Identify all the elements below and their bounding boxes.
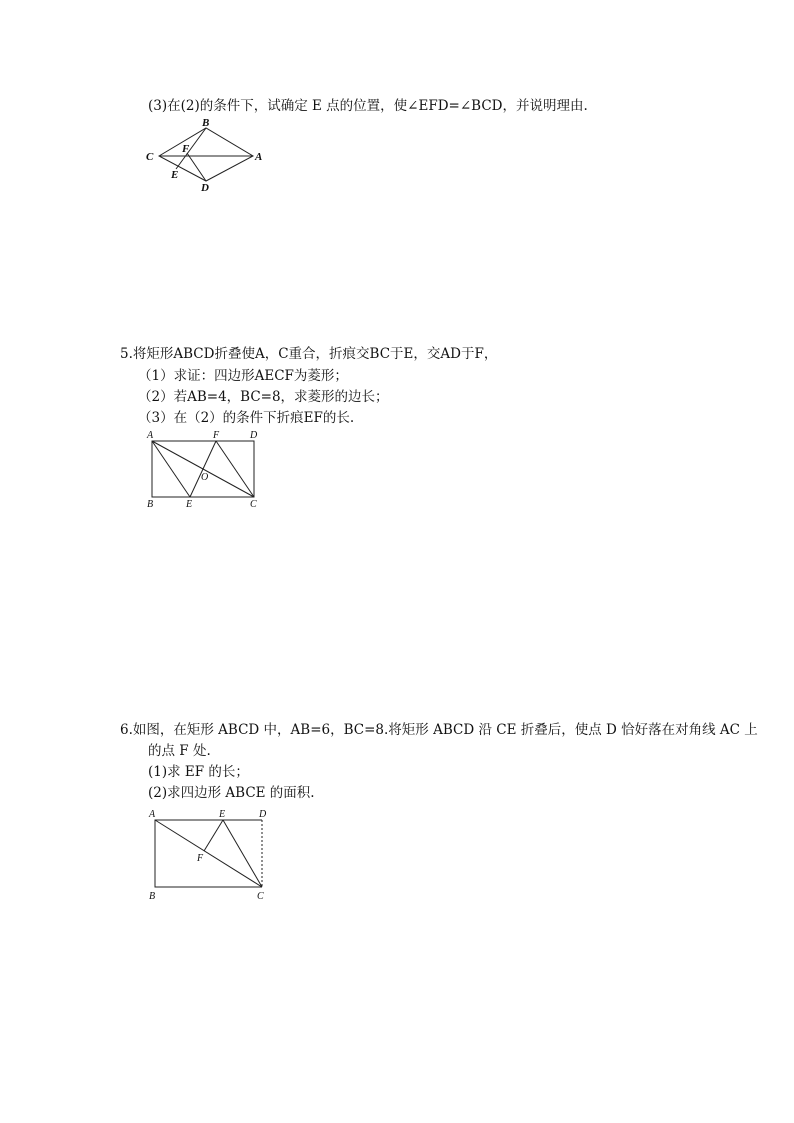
q5-part1: （1）求证：四边形AECF为菱形； bbox=[138, 368, 348, 384]
q5-figure bbox=[140, 428, 270, 510]
q4-part3-text: (3)在(2)的条件下，试确定 E 点的位置，使∠EFD=∠BCD，并说明理由. bbox=[148, 98, 588, 114]
q6-segment-ef bbox=[204, 820, 223, 851]
q4-segment-be bbox=[176, 128, 206, 169]
q6-figure bbox=[140, 805, 280, 905]
q5-segment-fe bbox=[190, 441, 216, 497]
q4-label-e: E bbox=[171, 169, 179, 181]
q5-segment-fc bbox=[216, 441, 254, 497]
q6-stem-line1: 6.如图，在矩形 ABCD 中，AB=6，BC=8.将矩形 ABCD 沿 CE 折叠后，使点 D 恰好落在对角线 AC 上 bbox=[120, 722, 758, 738]
q6-diagonal-ac bbox=[155, 820, 262, 887]
q5-label-f: F bbox=[213, 430, 220, 441]
q6-label-a: A bbox=[149, 809, 156, 820]
q6-stem-line2: 的点 F 处. bbox=[148, 743, 211, 759]
q4-label-a: A bbox=[255, 151, 263, 163]
q4-label-f: F bbox=[182, 143, 190, 155]
q6-label-e: E bbox=[219, 809, 226, 820]
q4-label-b: B bbox=[202, 117, 210, 129]
q5-label-e: E bbox=[186, 499, 193, 510]
q5-label-a: A bbox=[147, 430, 154, 441]
q5-segment-ae bbox=[152, 441, 190, 497]
q4-figure bbox=[140, 118, 270, 196]
q6-label-c: C bbox=[257, 891, 264, 902]
q4-segment-fd bbox=[187, 153, 206, 181]
q6-part1: (1)求 EF 的长； bbox=[148, 764, 249, 780]
q4-label-d: D bbox=[201, 182, 209, 194]
q5-part3: （3）在（2）的条件下折痕EF的长. bbox=[138, 410, 355, 426]
q6-label-b: B bbox=[149, 891, 156, 902]
q6-segment-ec bbox=[223, 820, 262, 887]
q5-part2: （2）若AB=4，BC=8，求菱形的边长； bbox=[138, 389, 389, 405]
q6-label-f: F bbox=[197, 853, 204, 864]
q5-label-c: C bbox=[250, 499, 257, 510]
q5-stem: 5.将矩形ABCD折叠使A，C重合，折痕交BC于E，交AD于F， bbox=[120, 346, 498, 362]
q5-label-d: D bbox=[250, 430, 258, 441]
q5-label-o: O bbox=[201, 472, 209, 483]
q5-label-b: B bbox=[147, 499, 154, 510]
q4-label-c: C bbox=[146, 151, 154, 163]
q6-label-d: D bbox=[259, 809, 267, 820]
q6-part2: (2)求四边形 ABCE 的面积. bbox=[148, 785, 315, 801]
